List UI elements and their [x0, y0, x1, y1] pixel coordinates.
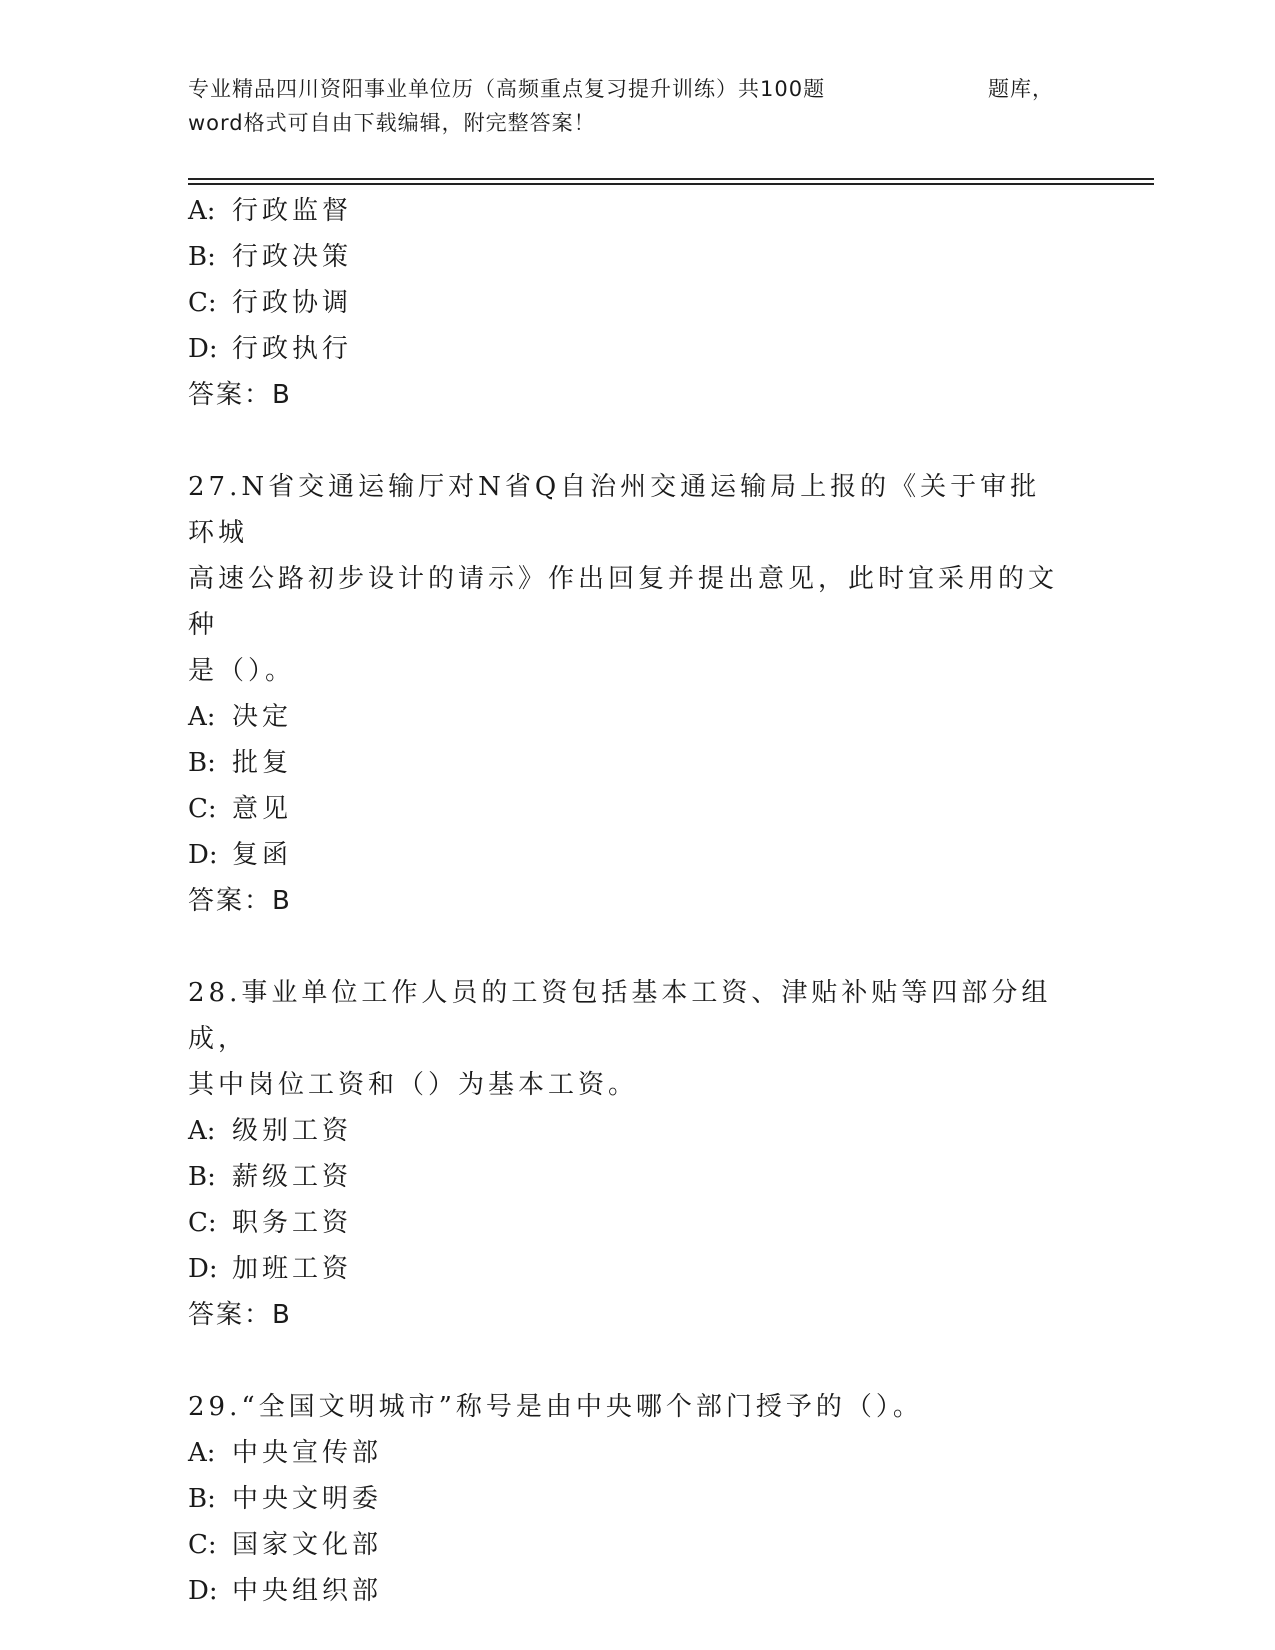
option-key: C:: [188, 794, 217, 824]
answer: 答案：B: [188, 380, 292, 410]
option-a: [188, 1430, 1088, 1476]
option-text: 加班工资: [232, 1254, 353, 1284]
option-text: 行政决策: [232, 242, 353, 272]
option-d: [188, 832, 1088, 878]
option-key: D:: [188, 1254, 218, 1284]
option-key: C:: [188, 1208, 217, 1238]
header-divider-bottom: [188, 183, 1154, 185]
question-26: [188, 188, 1088, 418]
question-text-line: 是（）。: [188, 656, 296, 686]
option-text: 决定: [232, 702, 293, 732]
option-text: 意见: [232, 794, 293, 824]
question-text-line: 27.N省交通运输厅对N省Q自治州交通运输局上报的《关于审批环城: [188, 472, 1041, 548]
page-header: [188, 72, 1068, 140]
question-27: [188, 464, 1088, 924]
option-a: [188, 1108, 1088, 1154]
option-text: 行政执行: [232, 334, 353, 364]
header-line-2: word格式可自由下载编辑，附完整答案！: [188, 111, 596, 135]
option-c: [188, 1200, 1088, 1246]
option-key: A:: [188, 1438, 216, 1468]
header-title-tail: 题库，: [988, 77, 1054, 101]
option-c: [188, 786, 1088, 832]
option-c: [188, 1522, 1088, 1568]
option-key: D:: [188, 1576, 218, 1606]
option-text: 复函: [232, 840, 293, 870]
option-text: 国家文化部: [232, 1530, 383, 1560]
spacer: [188, 1338, 1088, 1384]
question-text-line: 28.事业单位工作人员的工资包括基本工资、津贴补贴等四部分组成，: [188, 978, 1052, 1054]
option-key: D:: [188, 840, 218, 870]
spacer: [188, 418, 1088, 464]
option-key: B:: [188, 1162, 216, 1192]
option-text: 职务工资: [232, 1208, 353, 1238]
question-text-line: 其中岗位工资和（）为基本工资。: [188, 1070, 639, 1100]
header-divider-top: [188, 178, 1154, 180]
option-text: 批复: [232, 748, 293, 778]
question-list: [188, 188, 1088, 1614]
option-key: C:: [188, 1530, 217, 1560]
option-key: B:: [188, 1484, 216, 1514]
option-key: B:: [188, 242, 216, 272]
option-key: A:: [188, 196, 216, 226]
option-b: [188, 1476, 1088, 1522]
answer: 答案：B: [188, 886, 292, 916]
option-text: 级别工资: [232, 1116, 353, 1146]
option-text: 中央组织部: [232, 1576, 383, 1606]
option-d: [188, 1568, 1088, 1614]
option-b: [188, 234, 1088, 280]
option-text: 中央文明委: [232, 1484, 383, 1514]
option-b: [188, 740, 1088, 786]
question-text-line: 29.“全国文明城市”称号是由中央哪个部门授予的（）。: [188, 1392, 923, 1422]
option-key: C:: [188, 288, 217, 318]
question-text-line: 高速公路初步设计的请示》作出回复并提出意见，此时宜采用的文种: [188, 564, 1059, 640]
answer: 答案：B: [188, 1300, 292, 1330]
option-text: 行政协调: [232, 288, 353, 318]
question-28: [188, 970, 1088, 1338]
option-b: [188, 1154, 1088, 1200]
option-text: 中央宣传部: [232, 1438, 383, 1468]
spacer: [188, 924, 1088, 970]
question-29: [188, 1384, 1088, 1614]
option-text: 薪级工资: [232, 1162, 353, 1192]
header-line-1: [188, 72, 1068, 106]
header-title-main: 专业精品四川资阳事业单位历（高频重点复习提升训练）共100题: [188, 77, 826, 101]
option-key: D:: [188, 334, 218, 364]
option-a: [188, 694, 1088, 740]
option-d: [188, 1246, 1088, 1292]
option-a: [188, 188, 1088, 234]
option-d: [188, 326, 1088, 372]
option-key: A:: [188, 702, 216, 732]
option-text: 行政监督: [232, 196, 353, 226]
option-c: [188, 280, 1088, 326]
option-key: A:: [188, 1116, 216, 1146]
option-key: B:: [188, 748, 216, 778]
